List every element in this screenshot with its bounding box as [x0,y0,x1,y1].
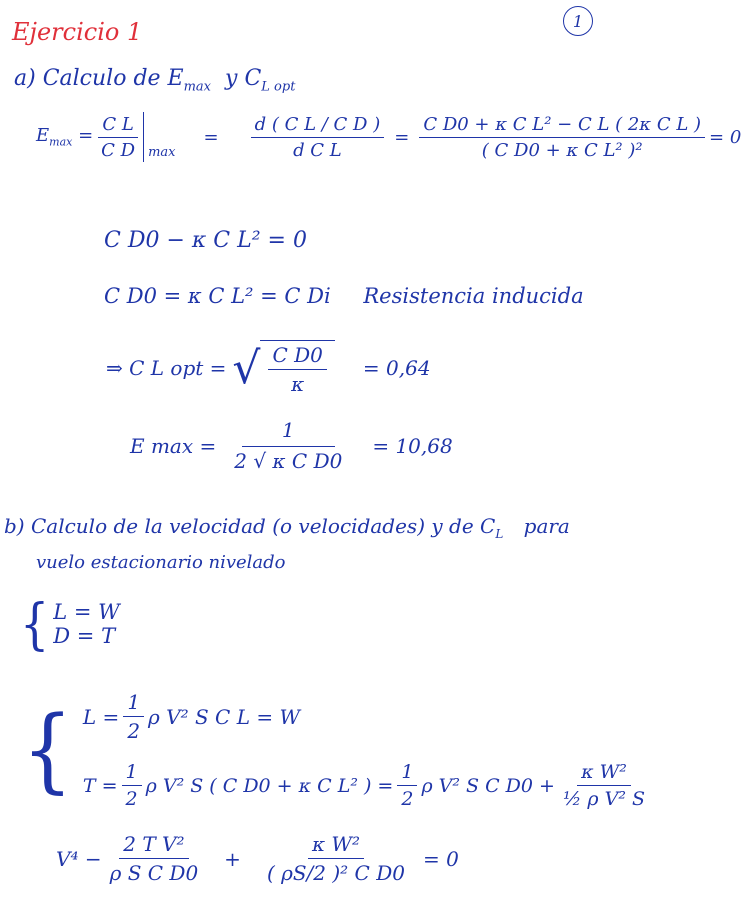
evaluation-bar [143,112,144,162]
page-number: 1 [563,6,593,36]
thrust-half-2-den: 2 [401,788,414,810]
system-1-line1: L = W [53,600,120,624]
thrust-part-2: ρ V² S C D0 + [421,774,555,797]
system-2 [22,690,653,810]
section-b-heading-line1 [4,514,570,541]
thrust-lhs: T = [82,774,118,797]
derivative-num: d ( C L / C D ) [251,114,385,138]
quotient-rule-num: C D0 + κ C L² − C L ( 2κ C L ) [419,114,705,138]
section-b-heading-text: b) Calculo de la velocidad (o velocidades) y de C [4,514,496,538]
system-2-thrust-line [83,761,653,810]
emax-lhs: $E_{max}$ = [36,125,94,149]
lift-half [123,690,144,743]
emax-den: 2 √ κ C D0 [234,449,343,473]
section-a-heading-text: a) Calculo de E [14,66,184,91]
derivative-den: d C L [293,139,342,161]
evaluation-bar-sub: max [148,144,176,160]
lift-half-den: 2 [127,719,141,743]
thrust-half-1-num: 1 [122,761,142,786]
section-a-heading-sub: max [183,79,212,95]
cl-over-cd-fraction [97,114,139,161]
quartic-frac-2 [263,832,409,885]
thrust-half-2-num: 1 [397,761,417,786]
emax-value: = 10,68 [372,433,453,458]
cl-opt-lhs: ⇒ C L opt = [106,356,227,380]
thrust-half-2 [397,761,417,810]
thrust-half-1 [122,761,142,810]
emax-equation [130,418,453,473]
quartic-frac-2-num: κ W² [308,832,364,859]
cl-opt-radicand [260,340,334,396]
system-1-line2: D = T [53,624,116,648]
thrust-induced-den: ½ ρ V² S [562,788,646,810]
quartic-frac-1 [106,832,203,885]
quartic-frac-2-den: ( ρS/2 )² C D0 [266,861,405,885]
sqrt-sign: √ [232,342,261,394]
quartic-rhs: = 0 [422,846,459,871]
section-b-heading-sub: L [495,527,504,541]
quotient-rule-fraction [419,114,705,161]
derivative-fraction [251,114,385,161]
induced-drag-note: Resistencia inducida [363,284,584,308]
cl-opt-equation [106,340,431,396]
quartic-plus: + [224,846,241,871]
system-2-brace: { [22,695,73,803]
emax-fraction [230,418,346,473]
system-1 [20,591,120,657]
line-cd0-minus-kcl2: C D0 − κ C L² = 0 [104,228,307,253]
section-b-heading-line2: vuelo estacionario nivelado [36,552,286,573]
quartic-lhs: V⁴ − [56,846,102,871]
cl-opt-den: κ [291,372,305,396]
thrust-induced-num: κ W² [577,761,631,786]
quartic-equation [56,832,459,885]
system-1-brace: { [20,591,50,657]
section-a-heading-rest-sub: L opt [261,79,296,95]
lift-rest: ρ V² S C L = W [148,704,301,729]
quotient-rule-den: ( C D0 + κ C L² )² [481,139,643,161]
page-number-circle [563,6,593,36]
emax-num: 1 [242,418,335,447]
lift-half-num: 1 [123,690,144,717]
induced-drag-equation: C D0 = κ C L² = C Di [104,284,331,308]
thrust-part-1: ρ V² S ( C D0 + κ C L² ) = [145,774,394,797]
lift-lhs: L = [82,704,120,729]
emax-final-lhs: E max = [130,433,217,458]
cl-opt-num: C D0 [268,343,326,370]
section-a-heading [14,66,295,94]
quartic-frac-1-den: ρ S C D0 [109,861,199,885]
cl-over-cd-den: C D [101,139,136,161]
page-title: Ejercicio 1 [12,18,143,46]
system-2-lift-line [83,690,653,743]
quartic-frac-1-num: 2 T V² [119,832,188,859]
line-induced-drag [104,284,584,308]
thrust-induced-fraction [559,761,649,810]
equals-zero: = 0 [709,126,741,148]
emax-derivative-equation: $E_{max}$ = $\frac{\text{C L}}{\text{C D}}$ max = $\frac{\text{d ( C L / C D )}}{\text{d C L}}$ = $\frac{\text{C D0 + κ C L² − C L ( 2κ C L )}}{\text{( C D0 + κ C L² )²}}$ = 0 [36,113,741,161]
cl-opt-value: = 0,64 [362,356,431,380]
section-b-heading-end: para [523,514,570,538]
thrust-half-1-den: 2 [125,788,138,810]
cl-over-cd-num: C L [98,114,137,138]
cl-opt-fraction [268,343,326,396]
section-a-heading-rest: y C [225,66,262,91]
